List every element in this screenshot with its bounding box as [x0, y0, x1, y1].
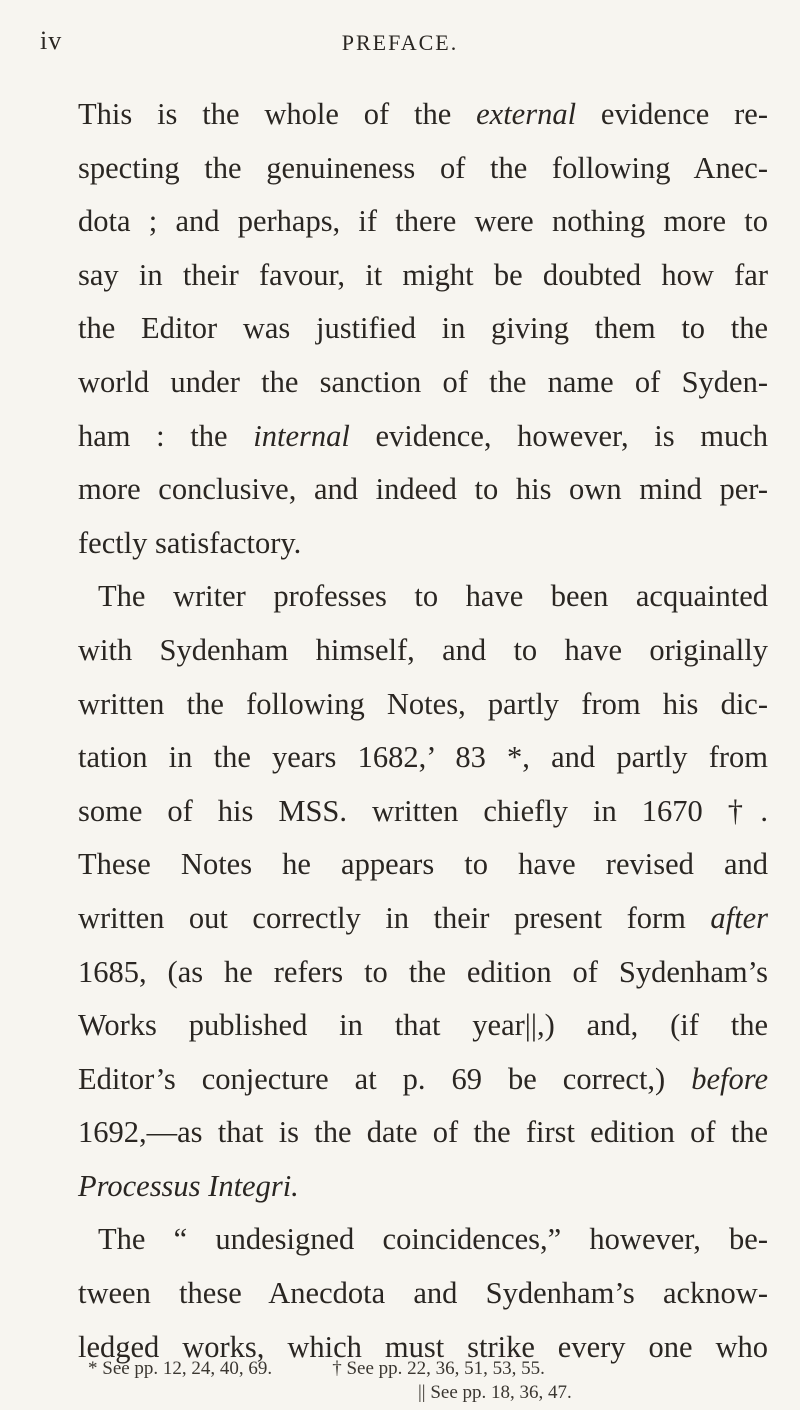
footnote-line-1: [88, 1357, 768, 1381]
text-run: more conclusive, and indeed to his own mind per-: [78, 472, 768, 507]
text-run: written the following Notes, partly from his dic-: [78, 686, 768, 721]
text-line: [78, 410, 768, 464]
text-line: [78, 302, 768, 356]
text-line: [78, 892, 768, 946]
text-line: [78, 195, 768, 249]
body-text: [78, 88, 768, 1374]
text-line: [78, 838, 768, 892]
text-line: [78, 999, 768, 1053]
text-line: [78, 1213, 768, 1267]
footnote-parallel: || See pp. 18, 36, 47.: [418, 1382, 572, 1403]
footnote-line-2: [88, 1381, 768, 1405]
text-line: [78, 1106, 768, 1160]
text-line: [78, 356, 768, 410]
text-run: tation in the years 1682,’ 83 *, and partly from: [78, 740, 768, 775]
text-line: [78, 678, 768, 732]
italic-run: internal: [253, 418, 350, 453]
text-run: The writer professes to have been acquainted: [98, 579, 768, 614]
running-head: [40, 22, 760, 62]
text-run: 1685, (as he refers to the edition of Sydenham’s: [78, 954, 768, 989]
text-line: [78, 517, 768, 571]
footnote-dagger: † See pp. 22, 36, 51, 53, 55.: [332, 1358, 545, 1379]
text-run: 1692,—as that is the date of the first edition of the: [78, 1115, 768, 1150]
text-line: [78, 624, 768, 678]
page-number: iv: [40, 26, 63, 55]
italic-run: before: [691, 1061, 768, 1096]
text-line: [78, 1267, 768, 1321]
text-run: This is the whole of the: [78, 97, 477, 131]
text-run: ledged works, which must strike every one who: [78, 1329, 768, 1364]
text-line: [78, 1053, 768, 1107]
running-title: PREFACE.: [341, 30, 459, 55]
text-line: [78, 570, 768, 624]
footnotes: [88, 1357, 768, 1405]
text-run: evidence, however, is much: [349, 418, 769, 453]
italic-run: Processus Integri.: [78, 1168, 299, 1203]
text-run: fectly satisfactory.: [78, 525, 302, 560]
footnote-star: * See pp. 12, 24, 40, 69.: [88, 1358, 273, 1379]
text-run: dota ; and perhaps, if there were nothing more to: [78, 204, 768, 239]
text-run: specting the genuineness of the following Anec-: [78, 150, 768, 185]
text-run: Works published in that year||,) and, (if the: [78, 1008, 768, 1043]
italic-run: after: [710, 900, 768, 935]
text-line: [78, 785, 768, 839]
text-run: evidence re-: [576, 97, 768, 131]
text-run: some of his MSS. written chiefly in 1670 †.: [78, 793, 768, 828]
text-run: Editor’s conjecture at p. 69 be correct,): [78, 1061, 692, 1096]
text-line: [78, 1160, 768, 1214]
text-run: ham : the: [78, 418, 254, 453]
text-line: [78, 946, 768, 1000]
text-run: the Editor was justified in giving them to the: [78, 311, 768, 346]
text-run: world under the sanction of the name of Syden-: [78, 364, 768, 399]
text-line: [78, 463, 768, 517]
text-run: tween these Anecdota and Sydenham’s acknow-: [78, 1276, 768, 1311]
text-line: [78, 249, 768, 303]
text-run: with Sydenham himself, and to have originally: [78, 632, 768, 667]
text-run: These Notes he appears to have revised and: [78, 847, 768, 882]
text-line: [78, 142, 768, 196]
text-run: say in their favour, it might be doubted how far: [78, 257, 768, 292]
text-line: [78, 731, 768, 785]
italic-run: external: [476, 97, 577, 131]
text-run: The “ undesigned coincidences,” however, be-: [98, 1222, 768, 1257]
text-run: written out correctly in their present form: [78, 900, 711, 935]
text-line: [78, 88, 768, 142]
